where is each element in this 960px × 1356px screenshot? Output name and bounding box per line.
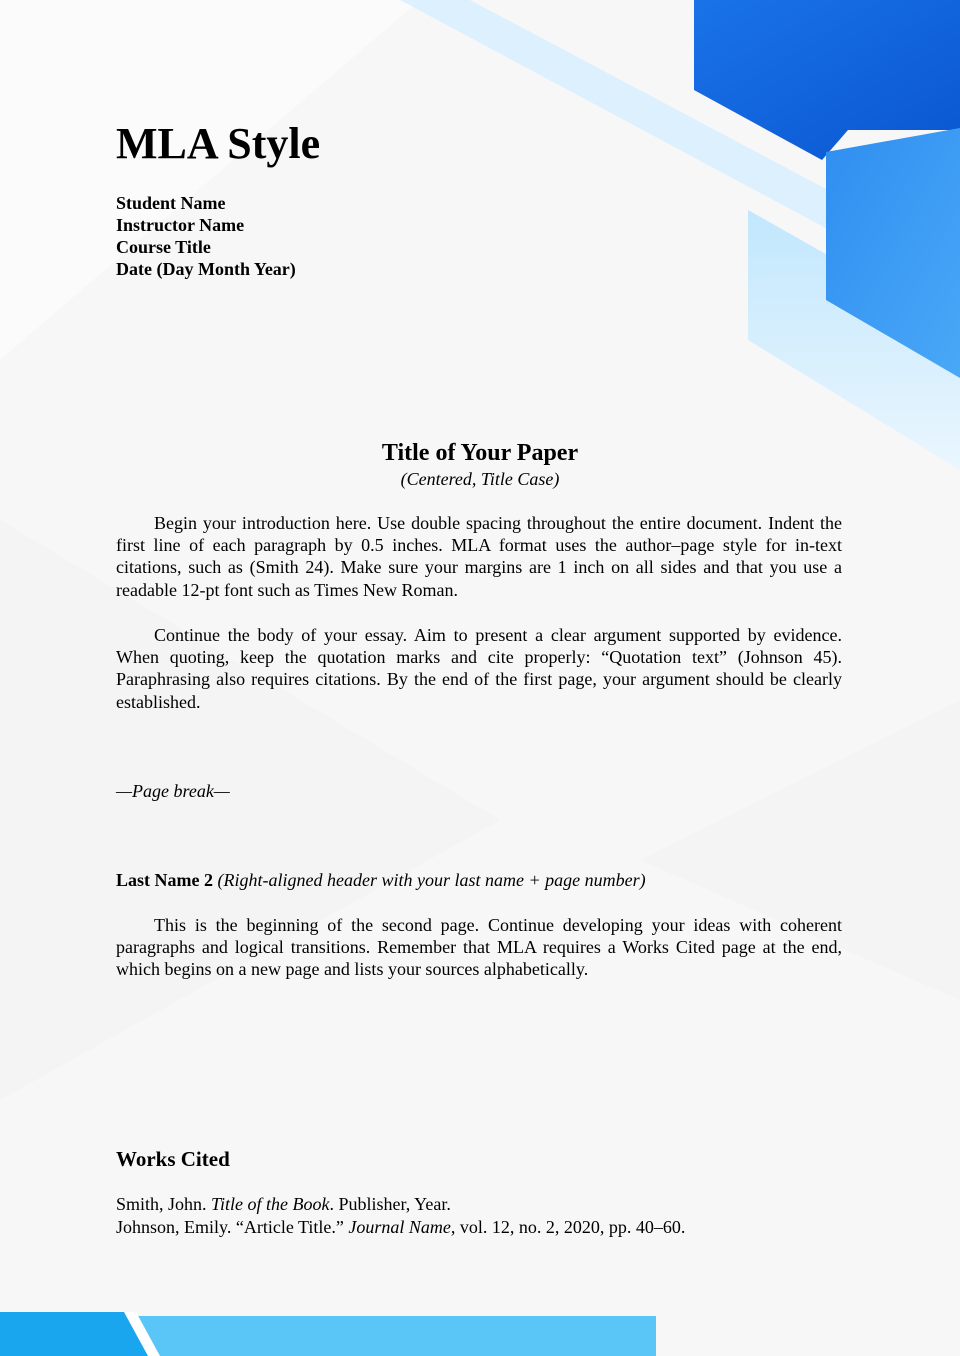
body-paragraph: Continue the body of your essay. Aim to present a clear argument supported by evidence. When quoting, keep the quotation marks and cite properly: “Quotation text” (Johnson 45). Paraphrasing also requires citations. By the end of the first page, your argument should be clearly established.	[116, 625, 842, 712]
citation-entry	[116, 1216, 685, 1239]
citation-entry	[116, 1193, 685, 1216]
second-page-paragraph: This is the beginning of the second page. Continue developing your ideas with coherent paragraphs and logical transitions. Remember that MLA requires a Works Cited page at the end, which begins on a new page and lists your sources alphabetically.	[116, 915, 842, 980]
page-break-marker: —Page break—	[116, 781, 230, 801]
course-title: Course Title	[116, 237, 211, 257]
works-cited-heading: Works Cited	[116, 1147, 230, 1171]
citation-suffix: , vol. 12, no. 2, 2020, pp. 40–60.	[450, 1216, 686, 1237]
document-title: MLA Style	[116, 119, 321, 168]
citation-italic-title: Title of the Book	[211, 1194, 330, 1214]
paper-title: Title of Your Paper	[381, 440, 579, 466]
student-name: Student Name	[116, 193, 226, 213]
instructor-name: Instructor Name	[116, 215, 245, 235]
intro-paragraph: Begin your introduction here. Use double spacing throughout the entire document. Indent the first line of each paragraph by 0.5 inches. MLA format uses the author–page style for in-text citations, such as (Smith 24). Make sure your margins are 1 inch on all sides and that you use a readable 12-pt font such as Times New Roman.	[116, 513, 842, 600]
citation-suffix: . Publisher, Year.	[329, 1194, 451, 1214]
running-header-note: (Right-aligned header with your last name + page number)	[217, 870, 646, 890]
running-header-line	[116, 869, 646, 891]
citation-prefix: Smith, John.	[116, 1194, 212, 1214]
citation-italic-title: Journal Name	[348, 1216, 451, 1237]
student-info-block	[116, 192, 296, 280]
paper-subtitle: (Centered, Title Case)	[400, 469, 560, 489]
running-header-last-name: Last Name 2	[116, 870, 213, 890]
date-line: Date (Day Month Year)	[116, 259, 296, 279]
citation-prefix: Johnson, Emily. “Article Title.”	[116, 1216, 349, 1237]
works-cited-list	[116, 1193, 685, 1238]
